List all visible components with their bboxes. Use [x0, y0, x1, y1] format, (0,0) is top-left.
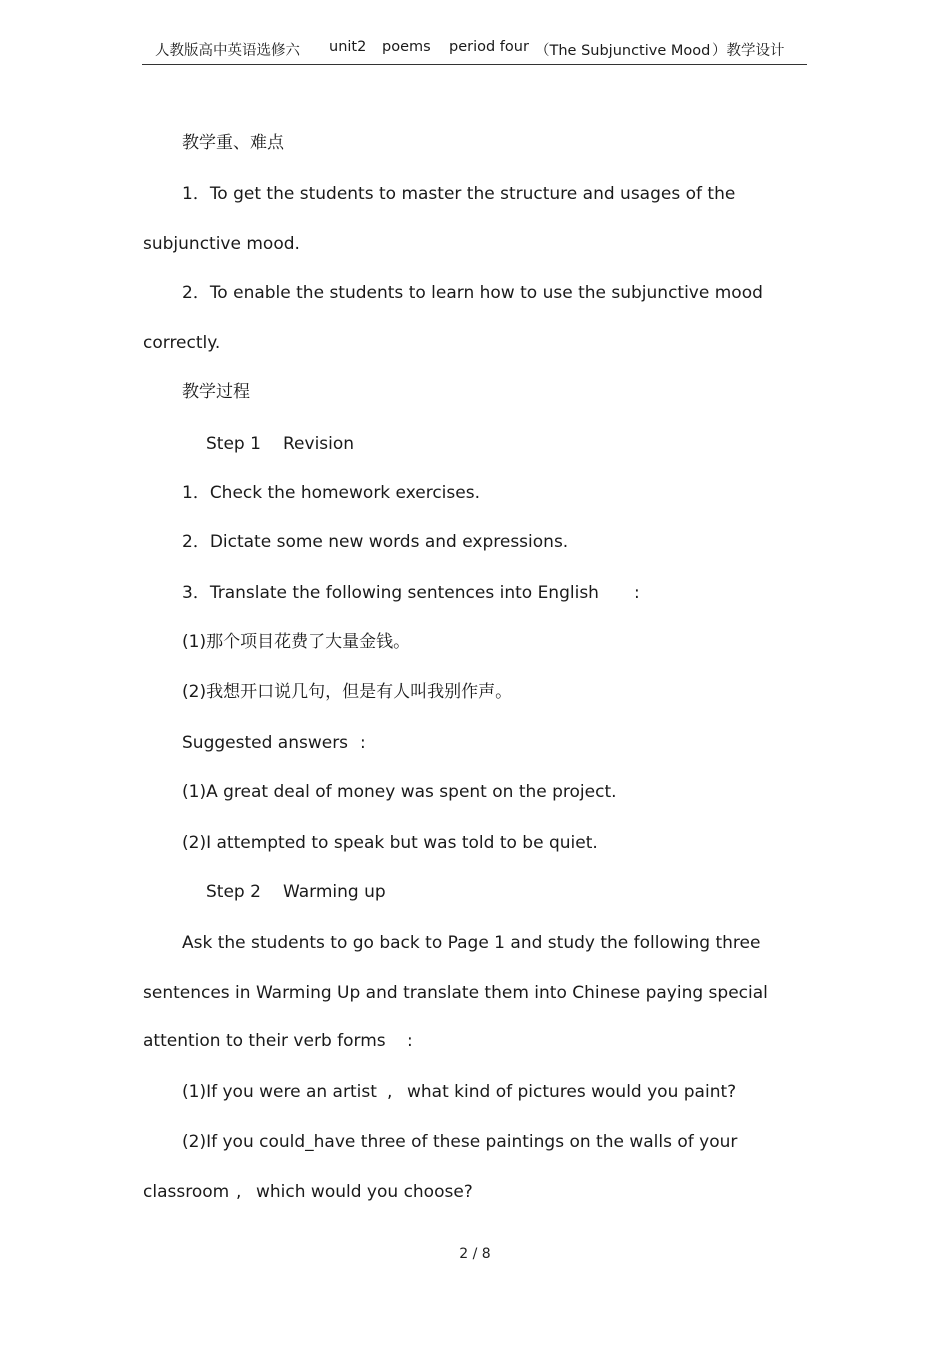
suggested-answers-label: Suggested answers: [182, 733, 349, 753]
chinese-sentence-2: (2)我想开口说几句，但是有人叫我别作声。: [182, 682, 513, 702]
process-heading: 教学过程: [182, 382, 250, 402]
key-point-2-line-1: 2．To enable the students to learn how to use the subjunctive mood: [182, 283, 763, 303]
suggested-answers-colon: :: [360, 733, 366, 753]
key-point-1-line-2: subjunctive mood.: [143, 234, 300, 254]
step-1-item-3-colon: :: [634, 583, 640, 603]
answer-1: (1)A great deal of money was spent on the project.: [182, 782, 617, 802]
header-subtitle-close: ）教学设计: [712, 43, 785, 59]
page-number: 2 / 8: [459, 1246, 491, 1262]
question-2-part-2: which would you choose?: [256, 1182, 473, 1202]
key-point-2-line-2: correctly.: [143, 333, 221, 353]
question-1-comma: ,: [387, 1082, 393, 1102]
header-subtitle-open: （The Subjunctive Mood: [535, 43, 711, 59]
question-1-part-1: (1)If you were an artist: [182, 1082, 377, 1102]
step-2-title: Warming up: [283, 882, 386, 902]
step-1-title: Revision: [283, 434, 355, 454]
header-unit: unit2: [329, 39, 367, 55]
question-2-part-1: classroom: [143, 1182, 230, 1202]
running-header: [142, 38, 807, 65]
step-2-paragraph-line-3: attention to their verb forms: [143, 1031, 386, 1051]
step-2-paragraph-line-1: Ask the students to go back to Page 1 and study the following three: [182, 933, 761, 953]
header-topic: poems: [382, 39, 431, 55]
chinese-sentence-1: (1)那个项目花费了大量金钱。: [182, 632, 411, 652]
question-2-comma: ,: [236, 1182, 242, 1202]
step-1-item-2: 2．Dictate some new words and expressions.: [182, 532, 569, 552]
step-2-paragraph-line-2: sentences in Warming Up and translate them into Chinese paying special: [143, 983, 768, 1003]
question-1-part-2: what kind of pictures would you paint?: [407, 1082, 737, 1102]
step-1-item-3: 3．Translate the following sentences into English: [182, 583, 599, 603]
key-point-1-line-1: 1．To get the students to master the structure and usages of the: [182, 184, 736, 204]
step-1-item-1: 1．Check the homework exercises.: [182, 483, 480, 503]
step-2-paragraph-colon: :: [407, 1031, 413, 1051]
header-title-cn: 人教版高中英语选修六: [155, 43, 300, 59]
step-1-label: Step 1: [206, 434, 261, 454]
answer-2: (2)I attempted to speak but was told to be quiet.: [182, 833, 598, 853]
step-2-label: Step 2: [206, 882, 261, 902]
header-period: period four: [449, 39, 529, 55]
question-2-line-1: (2)If you could_have three of these paintings on the walls of your: [182, 1132, 738, 1152]
key-points-heading: 教学重、难点: [182, 133, 284, 153]
